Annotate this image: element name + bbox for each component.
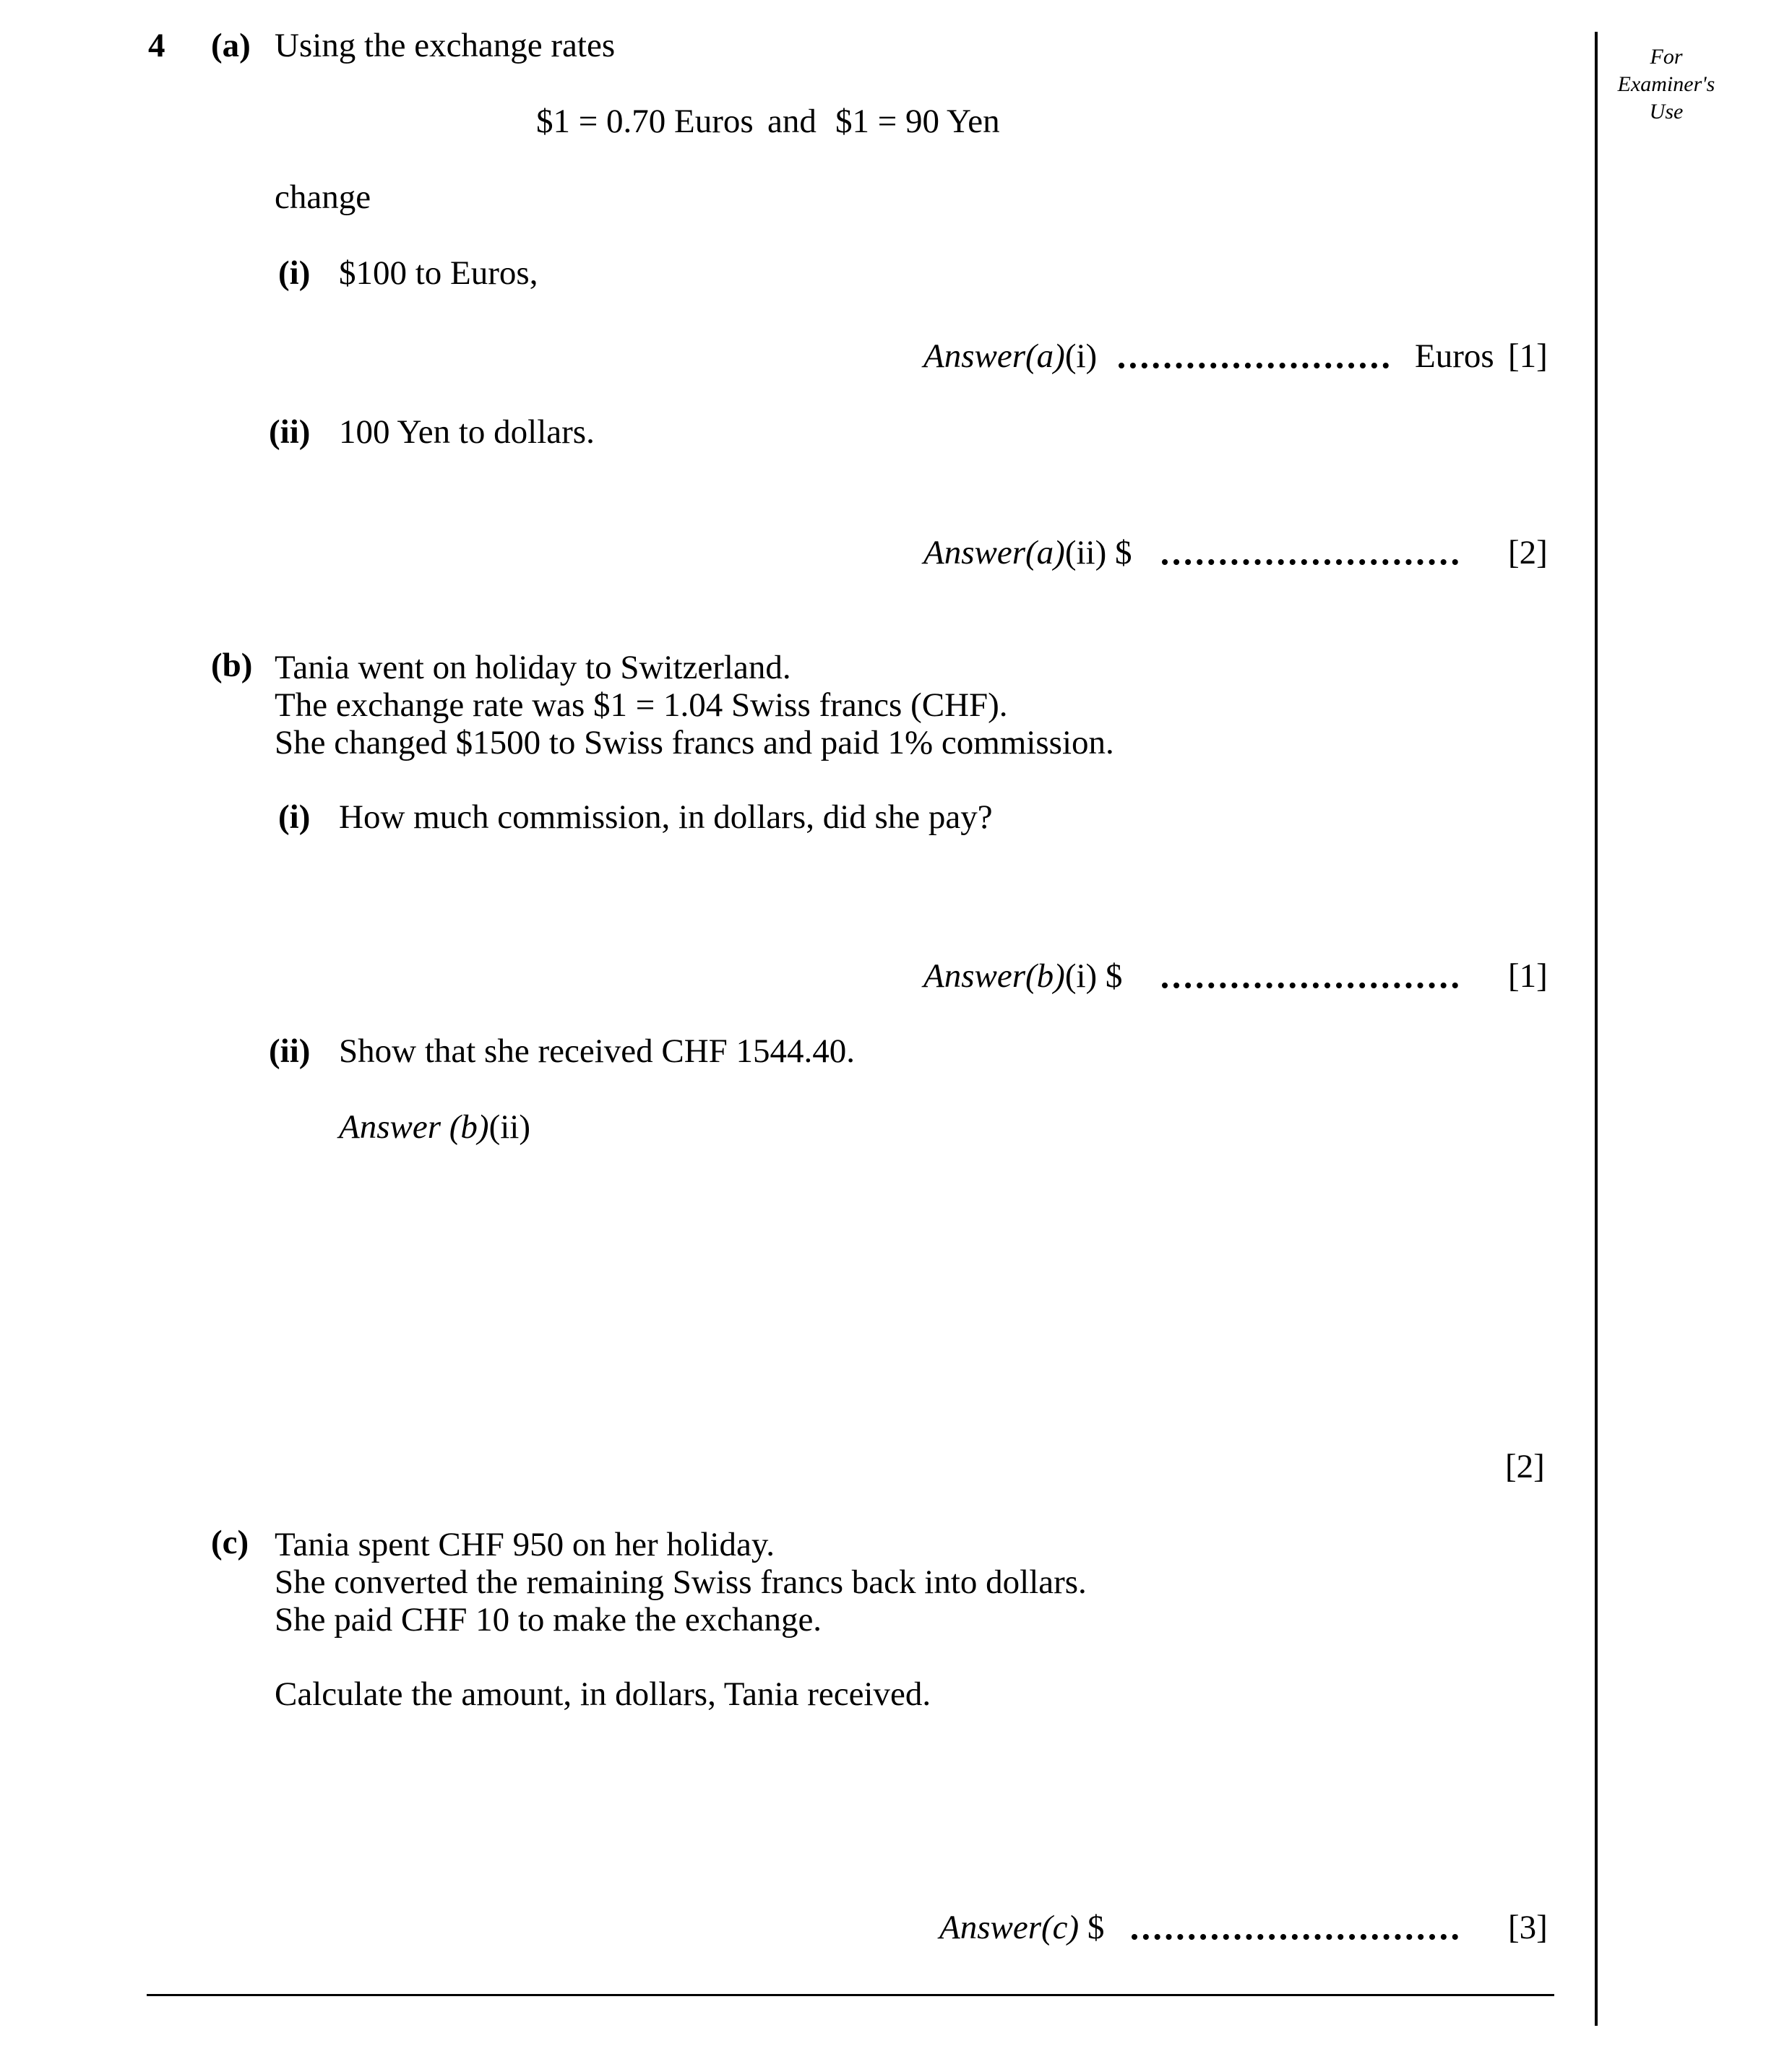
part-b-text [275,649,1114,761]
answer-a-i-line[interactable] [1119,363,1389,368]
answer-b-i-label: Answer(b)(i) $ [923,957,1123,995]
exchange-rate-and: and [767,103,817,140]
part-c-line-2: She converted the remaining Swiss francs back into dollars. [275,1563,1087,1601]
answer-a-ii-line[interactable] [1162,559,1458,565]
part-b-i-text: How much commission, in dollars, did she pay? [339,798,993,836]
answer-b-ii-label: Answer (b)(ii) [339,1108,530,1146]
examiner-line-3: Use [1649,100,1684,124]
part-a-change: change [275,178,371,216]
part-c-text [275,1526,1087,1639]
examiner-margin-rule [1595,32,1598,2026]
part-b-i-label: (i) [278,798,311,836]
part-b-ii-text: Show that she received CHF 1544.40. [339,1032,856,1070]
answer-b-i-line[interactable] [1162,983,1458,988]
exchange-rate-euros: $1 = 0.70 Euros [536,103,754,140]
answer-a-i-label: Answer(a)(i) [923,337,1098,375]
exchange-rate-yen: $1 = 90 Yen [835,103,1000,140]
part-a-intro: Using the exchange rates [275,27,616,64]
part-c-line-1: Tania spent CHF 950 on her holiday. [275,1526,775,1563]
answer-c-label: Answer(c) $ [939,1909,1105,1946]
marks-a-ii: [2] [1508,534,1548,571]
answer-c-line[interactable] [1132,1934,1458,1940]
answer-a-i-unit: Euros [1415,337,1494,375]
part-c-instruction: Calculate the amount, in dollars, Tania received. [275,1675,931,1713]
marks-b-i: [1] [1508,957,1548,995]
part-b-label: (b) [211,647,253,684]
marks-a-i: [1] [1508,337,1548,375]
question-number: 4 [148,27,165,64]
part-a-i-text: $100 to Euros, [339,254,538,292]
part-a-ii-text: 100 Yen to dollars. [339,413,595,451]
part-b-line-3: She changed $1500 to Swiss francs and paid 1% commission. [275,724,1114,761]
page-bottom-rule [147,1994,1554,1996]
part-c-line-3: She paid CHF 10 to make the exchange. [275,1601,822,1639]
part-b-line-1: Tania went on holiday to Switzerland. [275,649,791,686]
part-b-ii-label: (ii) [269,1032,311,1070]
part-a-i-label: (i) [278,254,311,292]
examiner-line-2: Examiner's [1617,72,1715,96]
marks-c: [3] [1508,1909,1548,1946]
marks-b-ii: [2] [1505,1448,1545,1485]
examiner-line-1: For [1650,45,1683,69]
part-b-line-2: The exchange rate was $1 = 1.04 Swiss francs (CHF). [275,686,1008,724]
part-a-ii-label: (ii) [269,413,311,451]
answer-a-ii-label: Answer(a)(ii) $ [923,534,1132,571]
part-a-label: (a) [211,27,251,64]
examiner-use-label [1598,43,1734,126]
part-c-label: (c) [211,1524,249,1561]
